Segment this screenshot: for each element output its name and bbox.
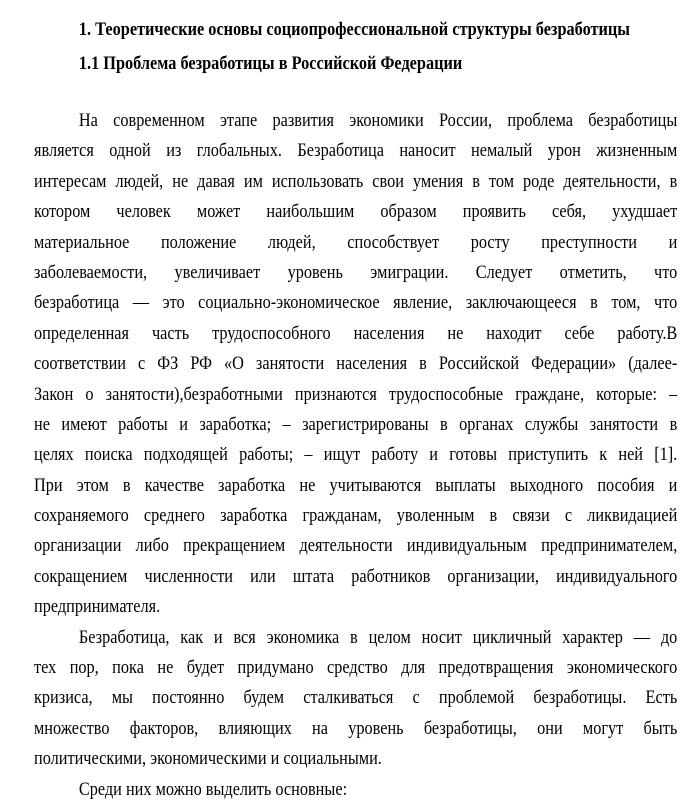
paragraph-line: соответствии с ФЗ РФ «О занятости населения в Российской Федерации» (далее- (34, 354, 678, 375)
paragraph-line: интересам людей, не давая им использовать свои умения в том роде деятельности, в (34, 171, 678, 192)
paragraph (34, 775, 677, 805)
paragraph-line: котором человек может наибольшим образом проявить себя, ухудшает (34, 202, 678, 223)
document-body (34, 106, 677, 805)
paragraph-line: Закон о занятости),безработными признаются трудоспособные граждане, которые: – (34, 384, 678, 405)
paragraph-line: является одной из глобальных. Безработица наносит немалый урон жизненным (34, 141, 678, 162)
paragraph (34, 623, 677, 775)
paragraph-line: материальное положение людей, способствует росту преступности и (34, 232, 678, 253)
paragraph-line: не имеют работы и заработка; – зарегистрированы в органах службы занятости в (34, 414, 678, 435)
paragraph-line: При этом в качестве заработка не учитываются выплаты выходного пособия и (34, 475, 678, 496)
paragraph-line: сокращением численности или штата работников организации, индивидуального (34, 566, 678, 587)
paragraph-line: Среди них можно выделить основные: (78, 779, 348, 800)
paragraph-line: политическими, экономическими и социальными. (34, 749, 382, 770)
paragraph-line: заболеваемости, увеличивает уровень эмиграции. Следует отметить, что (34, 262, 678, 283)
paragraph-line: На современном этапе развития экономики России, проблема безработицы (78, 111, 678, 131)
paragraph-line: безработица — это социально-экономическое явление, заключающееся в том, что (34, 293, 678, 314)
paragraph-line: кризиса, мы постоянно будем сталкиваться с проблемой безработицы. Есть (34, 688, 678, 709)
paragraph-line: целях поиска подходящей работы; – ищут работу и готовы приступить к ней [1]. (34, 445, 678, 466)
paragraph-line: множество факторов, влияющих на уровень безработицы, они могут быть (34, 718, 678, 739)
paragraph-line: тех пор, пока не будет придумано средство для предотвращения экономического (34, 658, 678, 679)
chapter-heading: 1. Теоретические основы социопрофессиональной структуры безработицы (78, 20, 630, 40)
paragraph-line: определенная часть трудоспособного населения не находит себе работу.В (34, 323, 678, 344)
paragraph (34, 106, 677, 623)
paragraph-line: сохраняемого среднего заработка гражданам, уволенным в связи с ликвидацией (34, 506, 678, 527)
paragraph-line: Безработица, как и вся экономика в целом носит цикличный характер — до (78, 627, 678, 648)
section-heading: 1.1 Проблема безработицы в Российской Федерации (78, 54, 463, 74)
paragraph-line: организации либо прекращением деятельности индивидуальным предпринимателем, (34, 536, 678, 557)
paragraph-line: предпринимателя. (34, 597, 161, 618)
